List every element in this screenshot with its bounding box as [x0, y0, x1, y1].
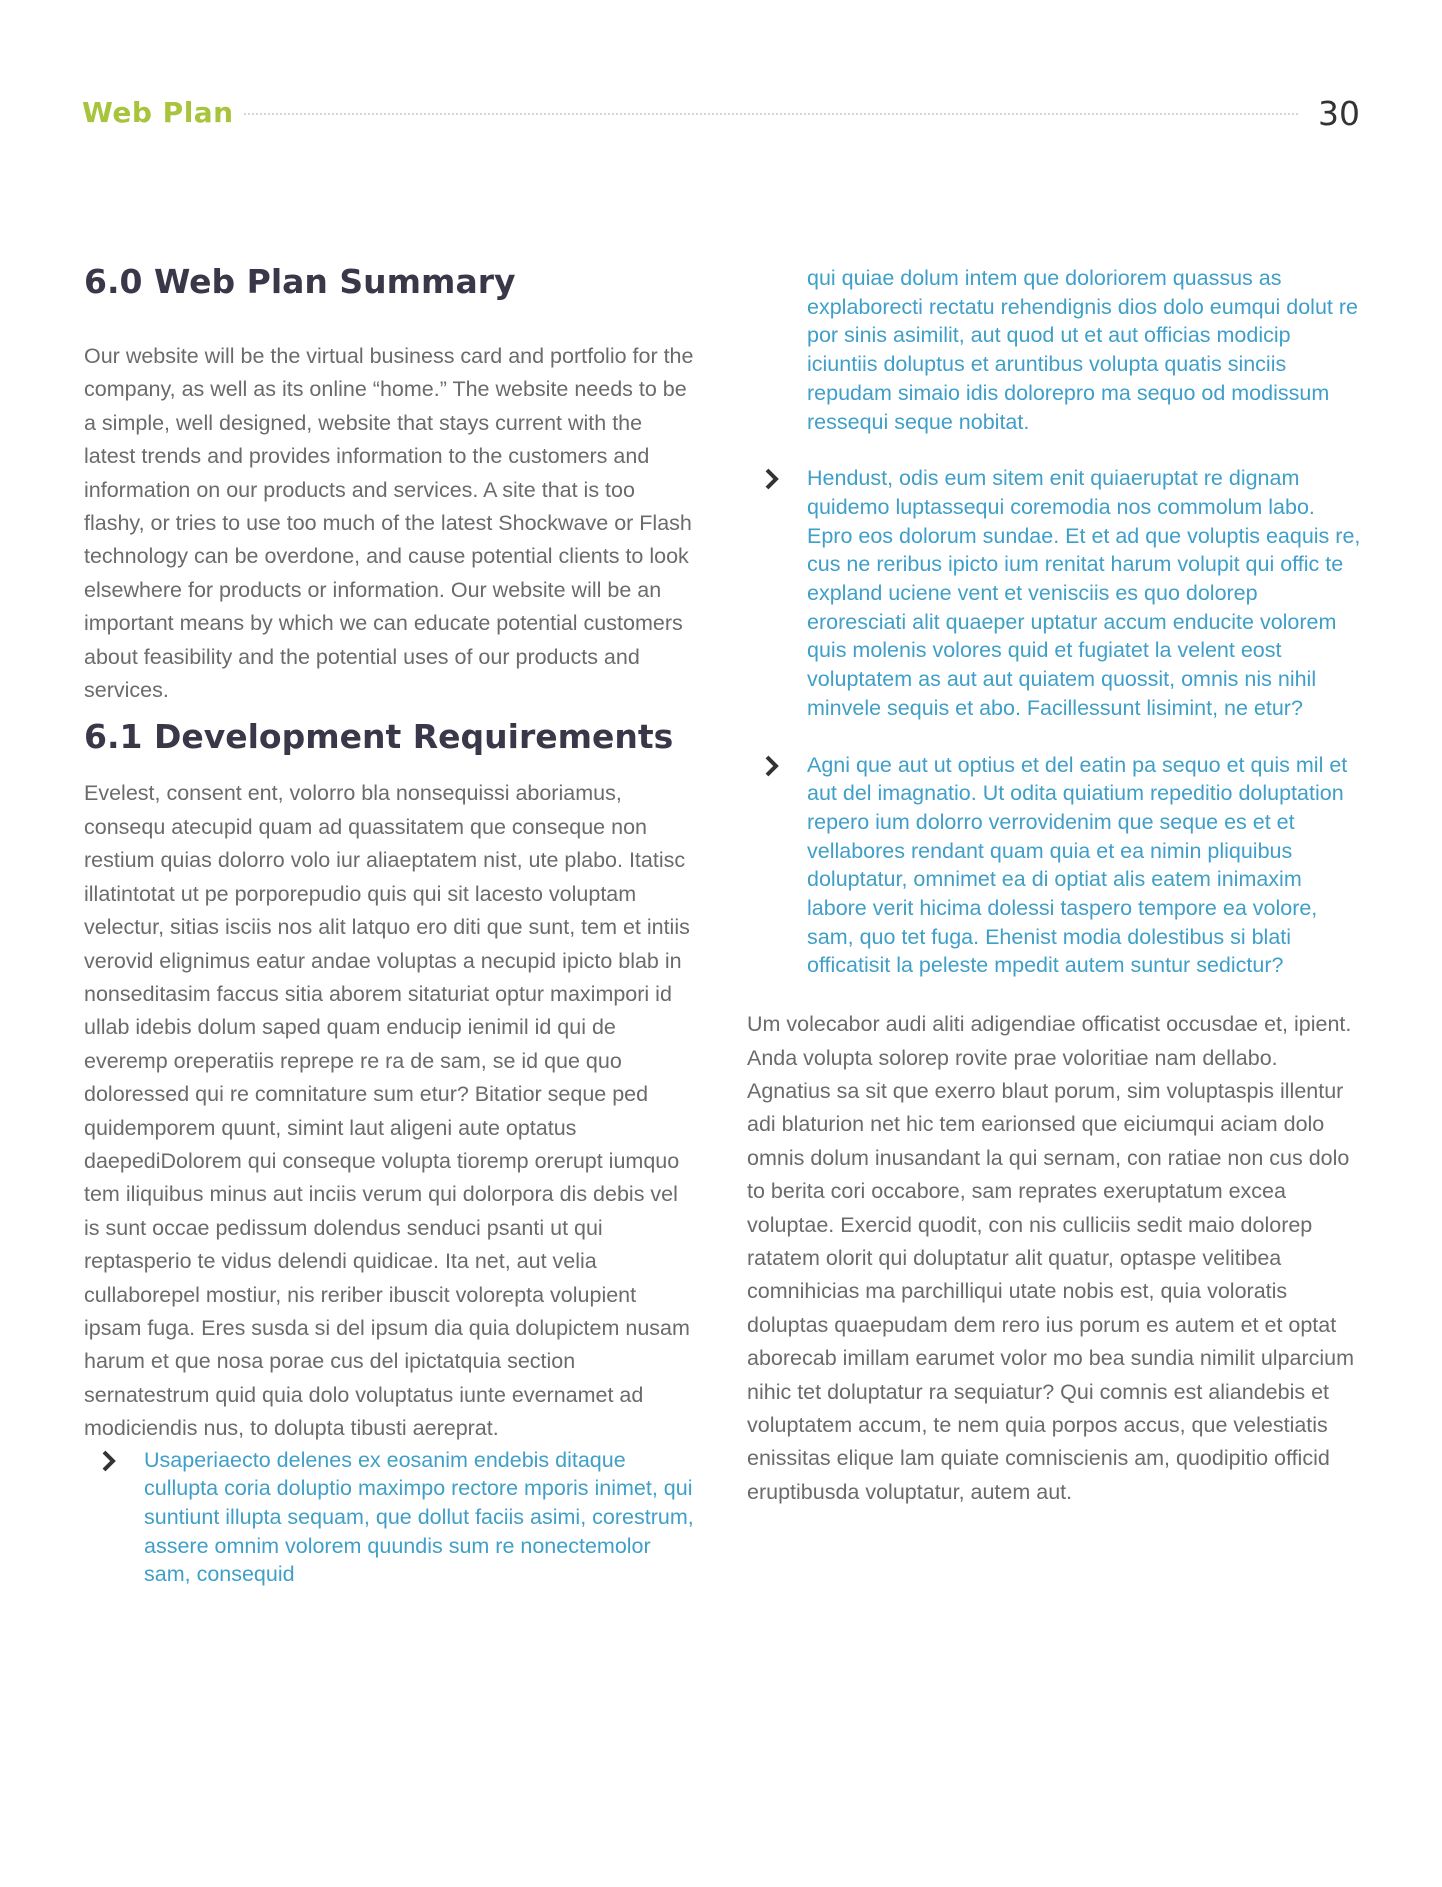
section-heading-web-plan-summary: 6.0 Web Plan Summary	[84, 262, 516, 301]
page-number: 30	[1318, 94, 1360, 133]
bullet-text: Agni que aut ut optius et del eatin pa sequo et quis mil et aut del imagnatio. Ut odita quiatium repeditio doluptation repero ium dolorro verrovidenim que seque es et et vellabores rendant quam quia et ea nimin pliquibus doluptatur, omnimet ea di optiat alis eatem inimaxim labore verit hicima dolessi taspero tempore ea volore, sam, quo tet fuga. Ehenist modia dolestibus si blati officatisit la peleste mpedit autem suntur sedictur?	[807, 752, 1348, 978]
summary-paragraph: Our website will be the virtual business card and portfolio for the company, as well as its online “home.” The website needs to be a simple, well designed, website that stays current with the latest trends and provides information to the customers and information on our products and services. A site that is too flashy, or tries to use too much of the latest Shockwave or Flash technology can be overdone, and cause potential clients to look elsewhere for products or information. Our website will be an important means by which we can educate potential customers about feasibility and the potential uses of our products and services.	[84, 344, 694, 703]
bullet-text-continued: qui quiae dolum intem que doloriorem quassus as explaborecti rectatu rehendignis dios dolo eumqui dolut re por sinis asimilit, aut quod ut et aut officias modicip iciuntiis doluptus et aruntibus volupta quatis sinciis repudam simaio idis dolorepro ma sequo od modissum ressequi seque nobitat.	[807, 266, 1358, 434]
left-column	[84, 262, 696, 1589]
bullet-text: Usaperiaecto delenes ex eosanim endebis ditaque cullupta coria doluptio maximpo rectore mporis inimet, qui suntiunt illupta sequam, que dollut faciis asimi, corestrum, assere omnim volorem quundis sum re nonectemolor sam, consequid	[144, 1447, 694, 1587]
chevron-right-icon	[761, 466, 783, 492]
bullet-item	[84, 1446, 696, 1590]
closing-paragraph-short: Um volecabor audi aliti adigendiae officatist occusdae et, ipient.	[747, 1012, 1352, 1037]
development-paragraph: Evelest, consent ent, volorro bla nonsequissi aboriamus, consequ atecupid quam ad quassitatem que conseque non restium quias dolorro volo iur aliaeptatem nist, ute plabo. Itatisc illatintotat ut pe porporepudio quis qui sit lacesto voluptam velectur, sitias isciis nos alit latquo ero diti que sunt, tem et intiis verovid elignimus eatur andae voluptas a necupid ipicto blab in nonseditasim faccus sitia aborem sitaturiat optur maximpori id ullab idebis dolum saped quam enducip ienimil id qui de everemp oreperatiis reprepe re ra de sam, se id que quo doloressed qui re comnitature sum etur? Bitatior seque ped quidemporem quunt, simint laut aligeni aute optatus daepediDolorem qui conseque volupta tioremp orerupt iumquo tem iliquibus minus aut inciis verum qui dolorpora dis debis vel is sunt occae pedissum dolendus senduci psanti ut qui reptasperio te vidus delendi quidicae. Ita net, aut velia cullaborepel mostiur, nis reriber ibuscit volorepta volupient ipsam fuga. Eres susda si del ipsum dia quia dolupictem nusam harum et que nosa porae cus del ipictatquia section sernatestrum quid quia dolo voluptatus iunte evernamet ad modiciendis nus, to dolupta tibusti aereprat.	[84, 781, 690, 1441]
right-column	[747, 264, 1362, 1509]
closing-paragraph-long: Anda volupta solorep rovite prae voloritiae nam dellabo. Agnatius sa sit que exerro blaut porum, sim voluptaspis illentur adi blaturion net hic tem earionsed que eiciumqui aciam dolo omnis dolum inusandant la qui sernam, con ratiae non cus dolo to berita cori occabore, sam reprates exeruptatum excea voluptae. Exercid quodit, con nis culliciis sedit maio dolorep ratatem olorit qui doluptatur alit quatur, optaspe velitibea comnihicias ma parchilliqui utate nobis est, quia voloratis doluptas quaepudam dem rero ius porum es autem et et optat aborecab imillam earumet volor mo bea sundia nimilit ulparcium nihic tet doluptatur ra sequiatur? Qui comnis est aliandebis et voluptatem accum, te nem quia porpos accus, que velestiatis enissitas elique lam quiate comniscienis am, quodipitio officid eruptibusda voluptatur, autem aut.	[747, 1045, 1355, 1504]
chevron-right-icon	[761, 753, 783, 779]
header-dotted-leader	[244, 113, 1298, 115]
header-title: Web Plan	[82, 96, 234, 129]
bullet-item	[747, 464, 1362, 722]
bullet-text: Hendust, odis eum sitem enit quiaeruptat re dignam quidemo luptassequi coremodia nos commolum labo. Epro eos dolorum sundae. Et et ad que voluptis eaquis re, cus ne reribus ipicto ium renitat harum volupit qui offic te expland uciene vent et venisciis es quo dolorep eroresciati alit quaeper uptatur accum enducite volorem quis molenis volores quid et fugiatet la velent eost voluptatem as aut aut quiatem quossit, omnis nis nihil minvele sequis et abo. Facillessunt lisimint, ne etur?	[807, 466, 1361, 720]
bullet-item	[747, 751, 1362, 981]
page-header	[82, 96, 1360, 136]
chevron-right-icon	[98, 1448, 120, 1474]
section-heading-development-requirements: 6.1 Development Requirements	[84, 717, 674, 757]
